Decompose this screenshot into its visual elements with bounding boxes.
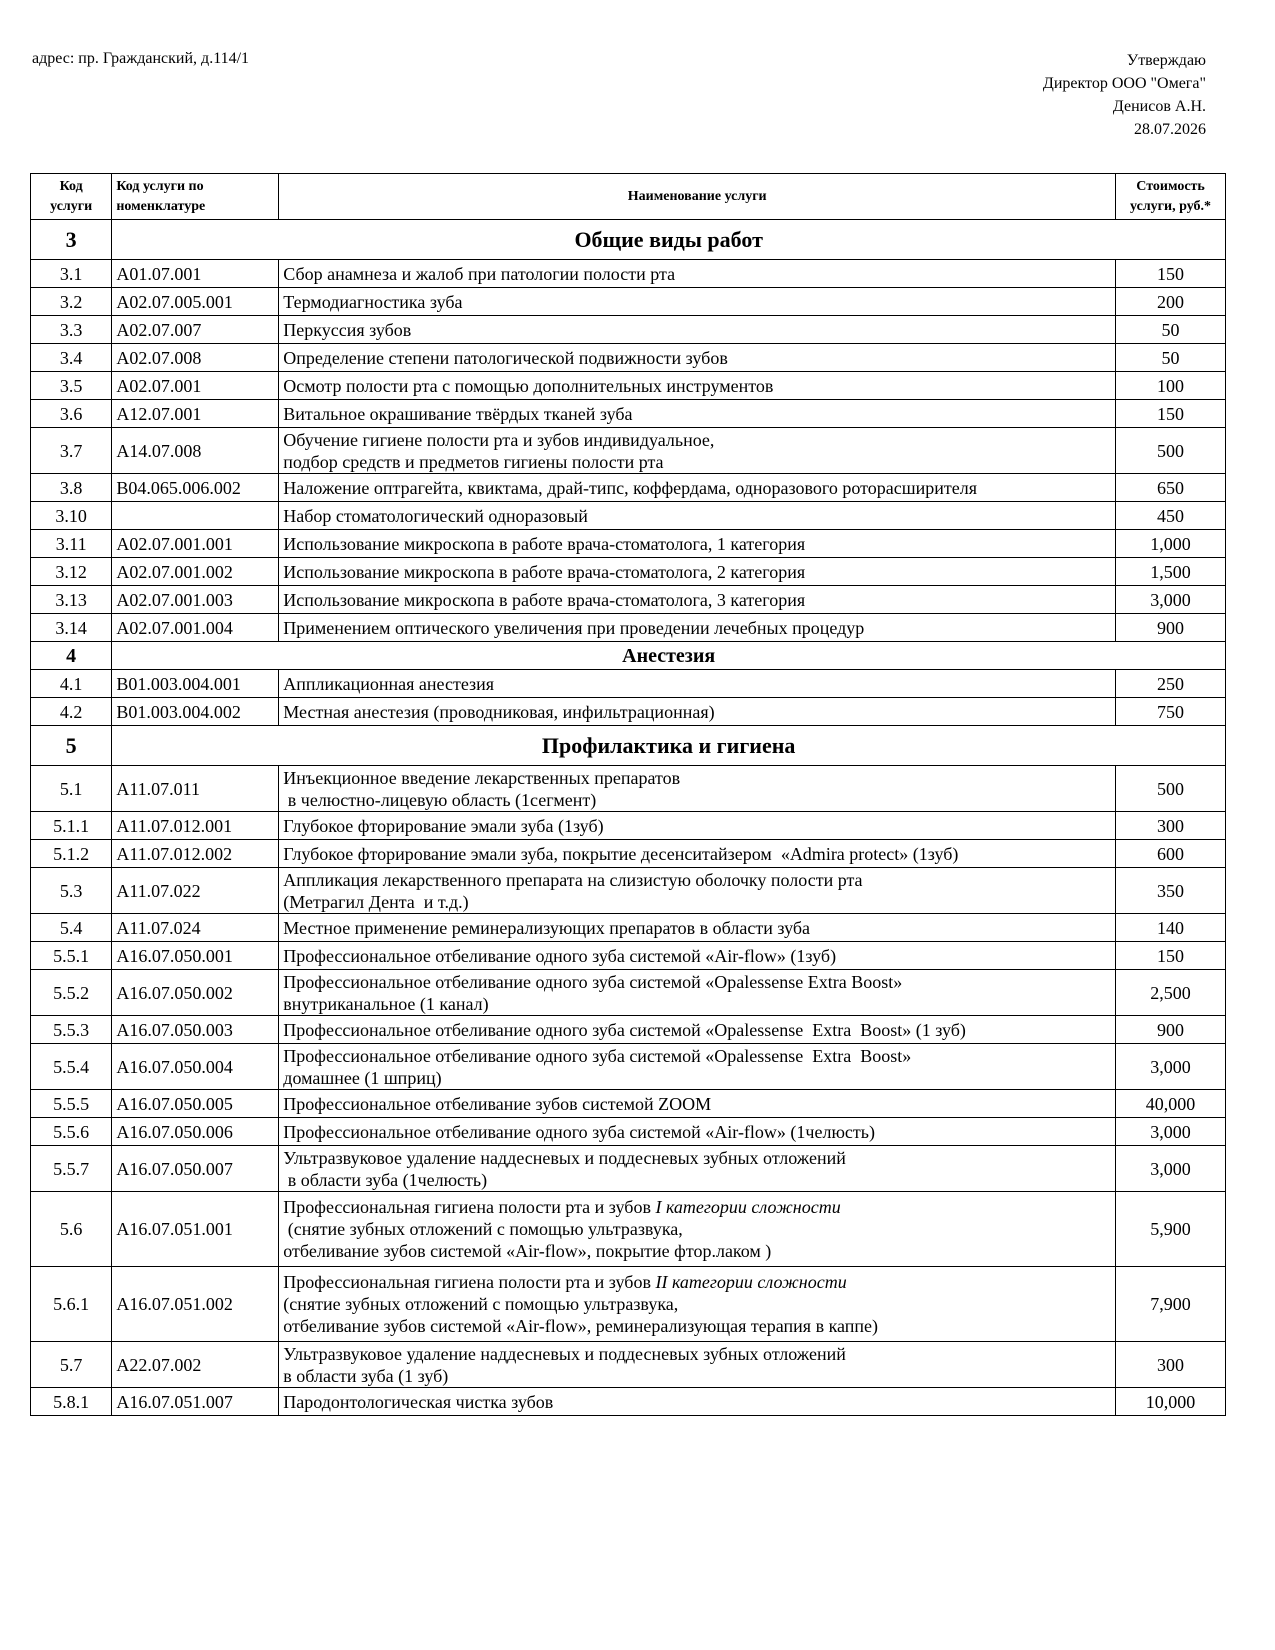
section-number: 4 bbox=[31, 642, 112, 670]
service-name-line: Определение степени патологической подвижности зубов bbox=[283, 347, 728, 368]
section-title: Общие виды работ bbox=[112, 220, 1226, 260]
service-code: A02.07.001.002 bbox=[112, 558, 279, 586]
service-name-line: Местная анестезия (проводниковая, инфильтрационная) bbox=[283, 701, 715, 722]
service-name-line: Глубокое фторирование эмали зуба, покрытие десенситайзером «Admira protect» (1зуб) bbox=[283, 843, 959, 864]
table-row bbox=[31, 1388, 1226, 1416]
service-name bbox=[279, 698, 1116, 726]
service-code: A02.07.001 bbox=[112, 372, 279, 400]
service-code: A16.07.050.001 bbox=[112, 942, 279, 970]
service-number: 3.8 bbox=[31, 474, 112, 502]
service-number: 3.7 bbox=[31, 428, 112, 474]
service-name-line: Использование микроскопа в работе врача-стоматолога, 2 категория bbox=[283, 561, 806, 582]
section-row bbox=[31, 220, 1226, 260]
service-name bbox=[279, 840, 1116, 868]
table-row bbox=[31, 1118, 1226, 1146]
service-number: 5.5.7 bbox=[31, 1146, 112, 1192]
service-name bbox=[279, 1044, 1116, 1090]
service-name-line: домашнее (1 шприц) bbox=[283, 1067, 442, 1088]
table-row bbox=[31, 1192, 1226, 1267]
service-price: 450 bbox=[1116, 502, 1226, 530]
section-row bbox=[31, 726, 1226, 766]
service-name-line: Обучение гигиене полости рта и зубов индивидуальное, bbox=[283, 429, 715, 450]
service-price: 3,000 bbox=[1116, 1118, 1226, 1146]
service-price: 150 bbox=[1116, 260, 1226, 288]
column-header-code: Код услуги по номенклатуре bbox=[112, 174, 279, 220]
service-number: 5.5.1 bbox=[31, 942, 112, 970]
service-price: 600 bbox=[1116, 840, 1226, 868]
service-code: B01.003.004.001 bbox=[112, 670, 279, 698]
service-number: 3.10 bbox=[31, 502, 112, 530]
service-code: A02.07.005.001 bbox=[112, 288, 279, 316]
service-name-line: Пародонтологическая чистка зубов bbox=[283, 1391, 554, 1412]
service-name bbox=[279, 1388, 1116, 1416]
table-row bbox=[31, 914, 1226, 942]
service-name-line: Перкуссия зубов bbox=[283, 319, 412, 340]
section-title: Анестезия bbox=[112, 642, 1226, 670]
service-name bbox=[279, 316, 1116, 344]
service-name bbox=[279, 400, 1116, 428]
service-name-line: отбеливание зубов системой «Air-flow», покрытие фтор.лаком ) bbox=[283, 1241, 772, 1261]
service-name bbox=[279, 558, 1116, 586]
service-name bbox=[279, 812, 1116, 840]
section-row bbox=[31, 642, 1226, 670]
service-number: 5.3 bbox=[31, 868, 112, 914]
clinic-address: адрес: пр. Гражданский, д.114/1 bbox=[32, 50, 250, 67]
service-name-line: Профессиональное отбеливание одного зуба системой «Opalessense Extra Boost» (1 зуб) bbox=[283, 1019, 966, 1040]
approval-line: Денисов А.Н. bbox=[1112, 98, 1206, 115]
service-number: 3.11 bbox=[31, 530, 112, 558]
service-name-line: Термодиагностика зуба bbox=[283, 291, 463, 312]
service-name bbox=[279, 1342, 1116, 1388]
service-code: A02.07.001.003 bbox=[112, 586, 279, 614]
service-name bbox=[279, 260, 1116, 288]
service-price: 150 bbox=[1116, 400, 1226, 428]
table-row bbox=[31, 344, 1226, 372]
service-name-line: Профессиональное отбеливание одного зуба системой «Air-flow» (1челюсть) bbox=[283, 1121, 875, 1142]
service-price: 200 bbox=[1116, 288, 1226, 316]
service-number: 5.5.4 bbox=[31, 1044, 112, 1090]
service-name-line: Аппликационная анестезия bbox=[283, 673, 495, 694]
service-code: A16.07.051.007 bbox=[112, 1388, 279, 1416]
service-code: A16.07.051.002 bbox=[112, 1267, 279, 1342]
service-name-line: Наложение оптрагейта, квиктама, драй-типс, коффердама, одноразового роторасширителя bbox=[283, 477, 977, 498]
service-number: 5.7 bbox=[31, 1342, 112, 1388]
service-name bbox=[279, 1016, 1116, 1044]
service-name-line: Витальное окрашивание твёрдых тканей зуба bbox=[283, 403, 633, 424]
service-name-line: Профессиональное отбеливание одного зуба системой «Opalessense Extra Boost» bbox=[283, 1045, 912, 1066]
service-name bbox=[279, 1118, 1116, 1146]
service-name-line: Использование микроскопа в работе врача-стоматолога, 1 категория bbox=[283, 533, 806, 554]
service-name-line: Глубокое фторирование эмали зуба (1зуб) bbox=[283, 815, 604, 836]
table-row bbox=[31, 400, 1226, 428]
service-name-line: Применением оптического увеличения при проведении лечебных процедур bbox=[283, 617, 865, 638]
service-code: B04.065.006.002 bbox=[112, 474, 279, 502]
column-header-num: Код услуги bbox=[31, 174, 112, 220]
service-price: 2,500 bbox=[1116, 970, 1226, 1016]
column-header-name: Наименование услуги bbox=[279, 174, 1116, 220]
table-row bbox=[31, 1044, 1226, 1090]
service-name-line: отбеливание зубов системой «Air-flow», реминерализующая терапия в каппе) bbox=[283, 1316, 879, 1336]
section-title: Профилактика и гигиена bbox=[112, 726, 1226, 766]
complexity-category: I категории сложности bbox=[655, 1197, 841, 1217]
table-row bbox=[31, 1146, 1226, 1192]
service-name bbox=[279, 670, 1116, 698]
service-price: 1,500 bbox=[1116, 558, 1226, 586]
service-name-line: Профессиональное отбеливание одного зуба системой «Air-flow» (1зуб) bbox=[283, 945, 837, 966]
service-name bbox=[279, 502, 1116, 530]
service-number: 5.1.1 bbox=[31, 812, 112, 840]
table-row bbox=[31, 260, 1226, 288]
service-code: A16.07.050.006 bbox=[112, 1118, 279, 1146]
service-name-line: в области зуба (1челюсть) bbox=[283, 1169, 488, 1190]
table-row bbox=[31, 868, 1226, 914]
service-name-line: в области зуба (1 зуб) bbox=[283, 1365, 449, 1386]
service-number: 3.2 bbox=[31, 288, 112, 316]
service-name-line: Профессиональная гигиена полости рта и зубов II категории сложности bbox=[283, 1272, 847, 1292]
service-price: 40,000 bbox=[1116, 1090, 1226, 1118]
service-code: A02.07.007 bbox=[112, 316, 279, 344]
table-body bbox=[31, 220, 1226, 1416]
service-price: 900 bbox=[1116, 614, 1226, 642]
service-name-line: (Метрагил Дента и т.д.) bbox=[283, 891, 469, 912]
service-name bbox=[279, 288, 1116, 316]
service-name-line: Профессиональное отбеливание зубов системой ZOOM bbox=[283, 1093, 712, 1114]
service-number: 5.5.3 bbox=[31, 1016, 112, 1044]
table-row bbox=[31, 812, 1226, 840]
service-name-line: Профессиональное отбеливание одного зуба системой «Opalessense Extra Boost» bbox=[283, 971, 903, 992]
service-name-line: (снятие зубных отложений с помощью ультразвука, bbox=[283, 1294, 679, 1314]
service-price: 500 bbox=[1116, 428, 1226, 474]
service-number: 5.6 bbox=[31, 1192, 112, 1267]
service-name-line: Аппликация лекарственного препарата на слизистую оболочку полости рта bbox=[283, 869, 863, 890]
service-number: 5.5.5 bbox=[31, 1090, 112, 1118]
service-price: 900 bbox=[1116, 1016, 1226, 1044]
service-name bbox=[279, 1267, 1116, 1342]
service-code: A14.07.008 bbox=[112, 428, 279, 474]
service-price: 300 bbox=[1116, 1342, 1226, 1388]
service-code: A11.07.024 bbox=[112, 914, 279, 942]
service-code: A02.07.008 bbox=[112, 344, 279, 372]
service-number: 5.8.1 bbox=[31, 1388, 112, 1416]
service-number: 4.2 bbox=[31, 698, 112, 726]
service-name bbox=[279, 586, 1116, 614]
table-row bbox=[31, 586, 1226, 614]
service-name bbox=[279, 942, 1116, 970]
table-row bbox=[31, 670, 1226, 698]
table-row bbox=[31, 698, 1226, 726]
service-price: 650 bbox=[1116, 474, 1226, 502]
service-code: A02.07.001.001 bbox=[112, 530, 279, 558]
approval-line: Утверждаю bbox=[1126, 52, 1206, 69]
table-row bbox=[31, 372, 1226, 400]
service-name bbox=[279, 1192, 1116, 1267]
table-row bbox=[31, 288, 1226, 316]
complexity-category: II категории сложности bbox=[655, 1272, 847, 1292]
table-row bbox=[31, 1016, 1226, 1044]
table-row bbox=[31, 614, 1226, 642]
table-row bbox=[31, 316, 1226, 344]
service-price: 350 bbox=[1116, 868, 1226, 914]
service-name bbox=[279, 970, 1116, 1016]
service-name-line: подбор средств и предметов гигиены полости рта bbox=[283, 451, 664, 472]
service-price: 3,000 bbox=[1116, 1146, 1226, 1192]
service-price: 140 bbox=[1116, 914, 1226, 942]
service-price: 7,900 bbox=[1116, 1267, 1226, 1342]
table-row bbox=[31, 840, 1226, 868]
service-code: A16.07.051.001 bbox=[112, 1192, 279, 1267]
service-code: A11.07.012.002 bbox=[112, 840, 279, 868]
service-number: 3.3 bbox=[31, 316, 112, 344]
service-price: 1,000 bbox=[1116, 530, 1226, 558]
service-name bbox=[279, 530, 1116, 558]
service-number: 5.5.6 bbox=[31, 1118, 112, 1146]
service-name bbox=[279, 1090, 1116, 1118]
service-name-line: Использование микроскопа в работе врача-стоматолога, 3 категория bbox=[283, 589, 806, 610]
service-price: 3,000 bbox=[1116, 1044, 1226, 1090]
table-row bbox=[31, 1342, 1226, 1388]
service-number: 3.14 bbox=[31, 614, 112, 642]
table-row bbox=[31, 766, 1226, 812]
service-name-line: в челюстно-лицевую область (1сегмент) bbox=[283, 789, 597, 810]
service-code: A11.07.011 bbox=[112, 766, 279, 812]
service-name bbox=[279, 372, 1116, 400]
service-name-line: Ультразвуковое удаление наддесневых и поддесневых зубных отложений bbox=[283, 1343, 846, 1364]
table-row bbox=[31, 474, 1226, 502]
service-number: 3.4 bbox=[31, 344, 112, 372]
table-row bbox=[31, 530, 1226, 558]
service-code: A16.07.050.003 bbox=[112, 1016, 279, 1044]
service-price: 50 bbox=[1116, 316, 1226, 344]
service-code: A11.07.012.001 bbox=[112, 812, 279, 840]
service-price: 750 bbox=[1116, 698, 1226, 726]
service-price: 500 bbox=[1116, 766, 1226, 812]
service-price: 5,900 bbox=[1116, 1192, 1226, 1267]
service-code: A02.07.001.004 bbox=[112, 614, 279, 642]
service-code: A11.07.022 bbox=[112, 868, 279, 914]
service-number: 3.5 bbox=[31, 372, 112, 400]
service-number: 3.12 bbox=[31, 558, 112, 586]
service-name bbox=[279, 868, 1116, 914]
service-price: 150 bbox=[1116, 942, 1226, 970]
service-name-line: Профессиональная гигиена полости рта и зубов I категории сложности bbox=[283, 1197, 841, 1217]
service-number: 5.1 bbox=[31, 766, 112, 812]
approval-block bbox=[1043, 49, 1206, 141]
service-code: A22.07.002 bbox=[112, 1342, 279, 1388]
table-row bbox=[31, 942, 1226, 970]
service-name bbox=[279, 428, 1116, 474]
service-name-line: внутриканальное (1 канал) bbox=[283, 993, 489, 1014]
service-number: 5.5.2 bbox=[31, 970, 112, 1016]
service-code: A12.07.001 bbox=[112, 400, 279, 428]
table-row bbox=[31, 970, 1226, 1016]
service-name bbox=[279, 1146, 1116, 1192]
table-row bbox=[31, 1267, 1226, 1342]
price-table bbox=[30, 173, 1226, 1416]
service-number: 4.1 bbox=[31, 670, 112, 698]
service-code: B01.003.004.002 bbox=[112, 698, 279, 726]
service-number: 3.1 bbox=[31, 260, 112, 288]
service-name bbox=[279, 914, 1116, 942]
service-price: 50 bbox=[1116, 344, 1226, 372]
service-number: 5.4 bbox=[31, 914, 112, 942]
approval-line: Директор ООО "Омега" bbox=[1042, 75, 1206, 92]
service-price: 250 bbox=[1116, 670, 1226, 698]
service-name-line: Осмотр полости рта с помощью дополнительных инструментов bbox=[283, 375, 774, 396]
table-header-row bbox=[31, 174, 1226, 220]
table-row bbox=[31, 502, 1226, 530]
service-code: A01.07.001 bbox=[112, 260, 279, 288]
service-name-line: Ультразвуковое удаление наддесневых и поддесневых зубных отложений bbox=[283, 1147, 846, 1168]
service-name-line: Инъекционное введение лекарственных препаратов bbox=[283, 767, 681, 788]
service-name-line: (снятие зубных отложений с помощью ультразвука, bbox=[283, 1219, 683, 1239]
column-header-price: Стоимость услуги, руб.* bbox=[1116, 174, 1226, 220]
service-code bbox=[112, 502, 279, 530]
service-number: 5.6.1 bbox=[31, 1267, 112, 1342]
service-price: 3,000 bbox=[1116, 586, 1226, 614]
service-code: A16.07.050.002 bbox=[112, 970, 279, 1016]
section-number: 5 bbox=[31, 726, 112, 766]
approval-date: 28.07.2026 bbox=[1134, 121, 1206, 138]
service-number: 3.13 bbox=[31, 586, 112, 614]
service-number: 5.1.2 bbox=[31, 840, 112, 868]
service-name bbox=[279, 614, 1116, 642]
service-code: A16.07.050.004 bbox=[112, 1044, 279, 1090]
service-code: A16.07.050.007 bbox=[112, 1146, 279, 1192]
service-name bbox=[279, 766, 1116, 812]
section-number: 3 bbox=[31, 220, 112, 260]
table-row bbox=[31, 558, 1226, 586]
service-price: 100 bbox=[1116, 372, 1226, 400]
service-name-line: Сбор анамнеза и жалоб при патологии полости рта bbox=[283, 263, 676, 284]
table-row bbox=[31, 428, 1226, 474]
service-price: 300 bbox=[1116, 812, 1226, 840]
service-price: 10,000 bbox=[1116, 1388, 1226, 1416]
service-name bbox=[279, 344, 1116, 372]
service-name bbox=[279, 474, 1116, 502]
service-number: 3.6 bbox=[31, 400, 112, 428]
service-name-line: Местное применение реминерализующих препаратов в области зуба bbox=[283, 917, 810, 938]
service-code: A16.07.050.005 bbox=[112, 1090, 279, 1118]
table-row bbox=[31, 1090, 1226, 1118]
service-name-line: Набор стоматологический одноразовый bbox=[283, 505, 588, 526]
